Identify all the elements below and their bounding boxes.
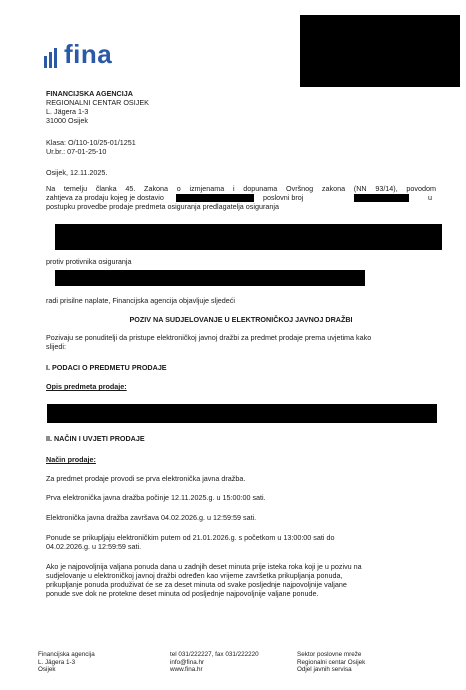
fina-logo (44, 40, 154, 68)
paragraph: Elektronička javna dražba završava 04.02.2026.g. u 12:59:59 sati. (46, 513, 257, 522)
purpose-line: radi prisilne naplate, Financijska agencija objavljuje sljedeći (46, 296, 235, 305)
footer-text: Financijska agencija (38, 651, 95, 658)
agency-street: L. Jägera 1-3 (46, 107, 89, 116)
ref-urbr: Ur.br.: 07-01-25-10 (46, 147, 107, 156)
footer-col-1 (38, 651, 95, 674)
logo-wordmark: fina (64, 39, 113, 69)
redaction-block (47, 404, 437, 423)
footer-text: Osijek (38, 666, 56, 674)
ref-klasa: Klasa: O/110-10/25-01/1251 (46, 138, 136, 147)
footer-text: Odjel javnih servisa (297, 666, 352, 674)
footer-col-3 (297, 651, 365, 674)
footer-text: Regionalni centar Osijek (297, 658, 366, 666)
document-title: POZIV NA SUDJELOVANJE U ELEKTRONIČKOJ JAVNOJ DRAŽBI (129, 315, 353, 324)
redaction-block (55, 224, 442, 250)
footer-col-2 (170, 651, 259, 674)
section-2-heading: II. NAČIN I UVJETI PRODAJE (46, 434, 145, 443)
intro-line-2a: zahtjeva za prodaju kojeg je dostavio (46, 193, 164, 202)
agency-center: REGIONALNI CENTAR OSIJEK (46, 98, 149, 107)
intro-line-3: postupku provedbe prodaje predmeta osiguranja predlagatelja osiguranja (46, 202, 279, 211)
paragraph-line: ponude sve dok ne protekne deset minuta od posljednje najpovoljnije valjane ponude. (46, 589, 319, 598)
footer-text: Sektor poslovne mreže (297, 651, 362, 658)
section-1-heading: I. PODACI O PREDMETU PRODAJE (46, 363, 167, 372)
footer-website: www.fina.hr (170, 666, 203, 674)
paragraph-line: prikupljanje ponuda produživat će se za deset minuta od svake posljednje najpovoljnije valjane (46, 580, 347, 589)
intro-line-2b: poslovni broj (263, 193, 304, 202)
agency-name: FINANCIJSKA AGENCIJA (46, 89, 133, 98)
intro-line-2c: u (428, 193, 432, 202)
date-line: Osijek, 12.11.2025. (46, 168, 108, 177)
invite-line-2: slijedi: (46, 342, 66, 351)
paragraph-line: 04.02.2026.g. u 12:59:59 sati. (46, 542, 142, 551)
footer-email: info@fina.hr (170, 658, 205, 666)
against-line: protiv protivnika osiguranja (46, 257, 132, 266)
section-2-subheading: Način prodaje: (46, 455, 96, 464)
intro-line-1: Na temelju članka 45. Zakona o izmjenama i dopunama Ovršnog zakona (NN 93/14), povodom (46, 184, 436, 193)
agency-city: 31000 Osijek (46, 116, 88, 125)
redaction-block (55, 270, 365, 286)
redaction-inline (176, 194, 254, 202)
paragraph-line: Ako je najpovoljnija valjana ponuda dana u zadnjih deset minuta prije isteka roka koji je u pozivu na (46, 562, 362, 571)
footer-text: L. Jägera 1-3 (38, 658, 76, 666)
section-1-subheading: Opis predmeta prodaje: (46, 382, 127, 391)
footer-contact: tel 031/222227, fax 031/222220 (170, 651, 259, 658)
redaction-block (300, 15, 460, 87)
paragraph-line: sudjelovanje u elektroničkoj javnoj dražbi određen kao vrijeme završetka prikupljanja ponuda, (46, 571, 343, 580)
redaction-inline (354, 194, 409, 202)
paragraph-line: Ponude se prikupljaju elektroničkim putem od 21.01.2026.g. s početkom u 13:00:00 sati do (46, 533, 335, 542)
paragraph: Prva elektronička javna dražba počinje 12.11.2025.g. u 15:00:00 sati. (46, 493, 266, 502)
invite-line-1: Pozivaju se ponuditelji da pristupe elektroničkoj javnoj dražbi za predmet prodaje prema uvjetima kako (46, 333, 372, 342)
paragraph: Za predmet prodaje provodi se prva elektronička javna dražba. (46, 474, 246, 483)
